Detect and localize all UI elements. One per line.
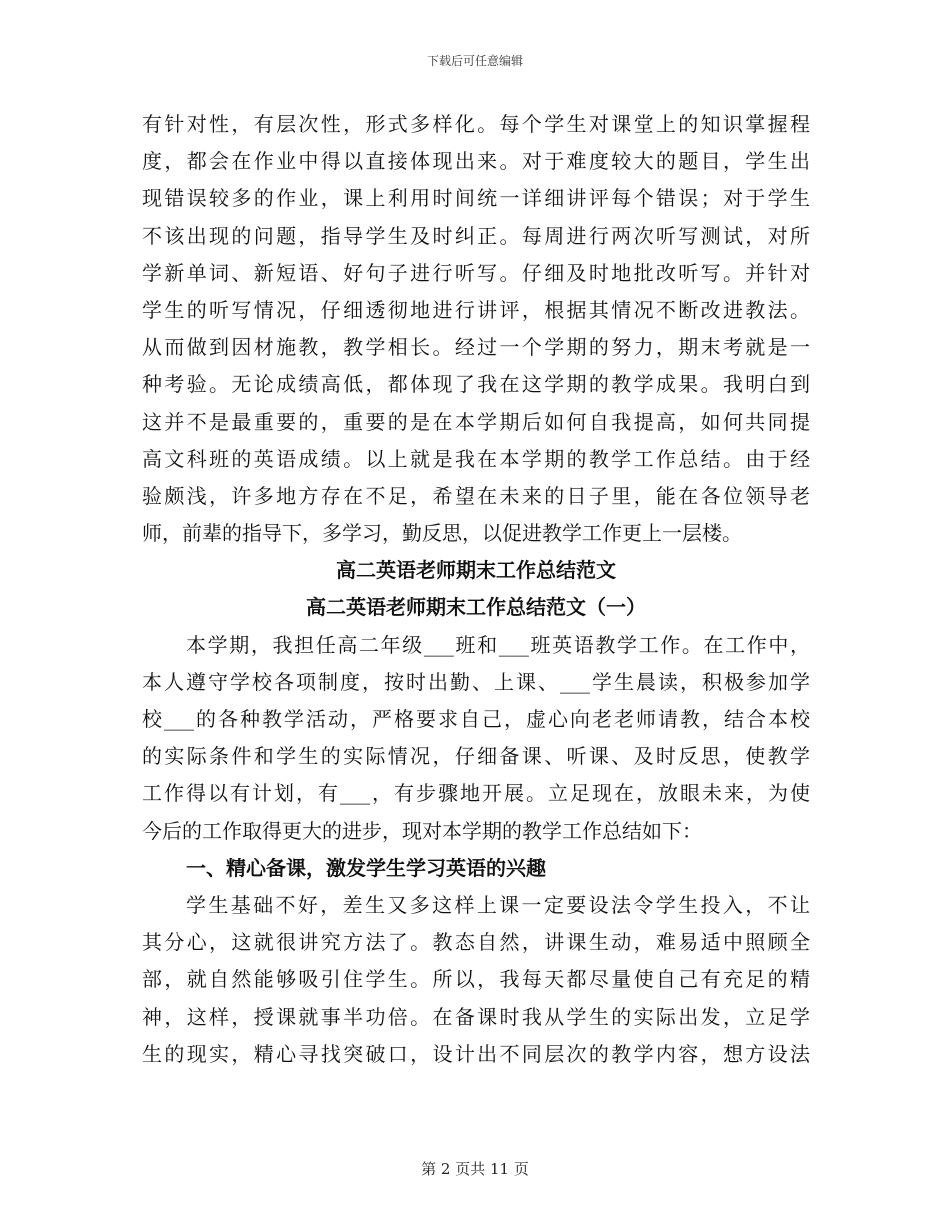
body-line: 本人遵守学校各项制度，按时出勤、上课、___学生晨读，积极参加学	[142, 669, 810, 694]
body-line: 学生的听写情况，仔细透彻地进行讲评，根据其情况不断改进教法。	[142, 297, 810, 322]
body-line: 不该出现的问题，指导学生及时纠正。每周进行两次听写测试，对所	[142, 223, 810, 248]
body-line: 种考验。无论成绩高低，都体现了我在这学期的教学成果。我明白到	[142, 372, 810, 397]
body-line: 有针对性，有层次性，形式多样化。每个学生对课堂上的知识掌握程	[142, 112, 810, 136]
body-line: 验颇浅，许多地方存在不足，希望在未来的日子里，能在各位领导老	[142, 483, 810, 508]
page-footer: 第 2 页共 11 页	[421, 1160, 529, 1178]
body-line: 神，这样，授课就事半功倍。在备课时我从学生的实际出发，立足学	[142, 1004, 810, 1029]
body-line: 工作得以有计划，有___，有步骤地开展。立足现在，放眼未来，为使	[142, 781, 810, 806]
body-line: 度，都会在作业中得以直接体现出来。对于难度较大的题目，学生出	[142, 149, 810, 174]
body-line: 从而做到因材施教，教学相长。经过一个学期的努力，期末考就是一	[142, 335, 810, 360]
point-heading: 一、精心备课，激发学生学习英语的兴趣	[186, 855, 546, 880]
body-line: 本学期，我担任高二年级___班和___班英语教学工作。在工作中，	[186, 632, 810, 657]
body-line: 师，前辈的指导下，多学习，勤反思，以促进教学工作更上一层楼。	[142, 521, 742, 546]
body-line: 这并不是最重要的，重要的是在本学期后如何自我提高，如何共同提	[142, 409, 810, 434]
body-line: 其分心，这就很讲究方法了。教态自然，讲课生动，难易适中照顾全	[142, 930, 810, 955]
section-title: 高二英语老师期末工作总结范文	[336, 558, 616, 583]
body-line: 今后的工作取得更大的进步，现对本学期的教学工作总结如下：	[142, 818, 702, 843]
body-line: 学生基础不好，差生又多这样上课一定要设法令学生投入，不让	[186, 892, 810, 917]
body-line: 高文科班的英语成绩。以上就是我在本学期的教学工作总结。由于经	[142, 446, 810, 471]
subsection-title: 高二英语老师期末工作总结范文（一）	[306, 595, 646, 620]
page-header: 下载后可任意编辑	[426, 54, 523, 68]
body-line: 生的现实，精心寻找突破口，设计出不同层次的教学内容，想方设法	[142, 1041, 810, 1066]
body-line: 部，就自然能够吸引住学生。所以，我每天都尽量使自己有充足的精	[142, 967, 810, 992]
document-body	[142, 106, 810, 1073]
body-line: 学新单词、新短语、好句子进行听写。仔细及时地批改听写。并针对	[142, 260, 810, 285]
body-line: 校___的各种教学活动，严格要求自己，虚心向老老师请教，结合本校	[142, 707, 810, 731]
body-line: 的实际条件和学生的实际情况，仔细备课、听课、及时反思，使教学	[142, 744, 810, 769]
body-line: 现错误较多的作业，课上利用时间统一详细讲评每个错误；对于学生	[142, 186, 810, 211]
